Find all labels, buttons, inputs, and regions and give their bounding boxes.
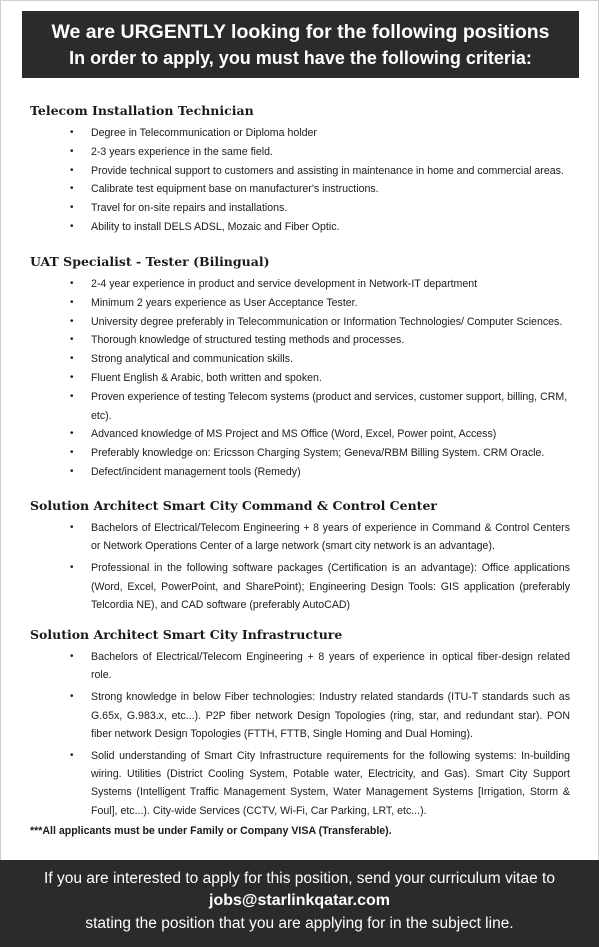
visa-note: ***All applicants must be under Family or Company VISA (Transferable).: [30, 825, 392, 837]
list-item: • University degree preferably in Telecommunication or Information Technologies/ Computer Sciences.: [30, 313, 570, 332]
list-item: • Provide technical support to customers and assisting in maintenance in home and commercial areas.: [30, 162, 570, 181]
bullet-icon: •: [70, 220, 74, 232]
list-item: • Travel for on-site repairs and installations.: [30, 199, 570, 218]
list-item: • Advanced knowledge of MS Project and MS Office (Word, Excel, Power point, Access): [30, 425, 570, 444]
bullet-icon: •: [70, 390, 74, 402]
bullet-icon: •: [70, 127, 74, 138]
apply-instruction: If you are interested to apply for this position, send your curriculum vitae to: [44, 870, 555, 887]
footer-banner: [0, 860, 599, 947]
list-item: • Professional in the following software packages (Certification is an advantage): Office applications (Word, Excel, PowerPoint, and SharePoint); Engineering Design Tools: GIS application (preferably Telcordia NE), and CAD software (preferably AutoCAD): [30, 559, 570, 614]
bullet-icon: •: [70, 334, 74, 346]
section-title: Solution Architect Smart City Infrastructure: [30, 627, 343, 642]
bullet-icon: •: [70, 522, 74, 533]
section-solution-architect-infrastructure: [30, 626, 570, 820]
header-banner: [22, 11, 579, 78]
bullet-icon: •: [70, 278, 74, 289]
list-item: • Calibrate test equipment base on manufacturer's instructions.: [30, 180, 570, 199]
list-item: • 2-3 years experience in the same field.: [30, 143, 570, 162]
list-item: • Fluent English & Arabic, both written and spoken.: [30, 369, 570, 388]
requirements-list: [30, 519, 570, 614]
list-item: • 2-4 year experience in product and service development in Network-IT department: [30, 275, 570, 294]
bullet-icon: •: [70, 315, 74, 327]
bullet-icon: •: [70, 183, 74, 195]
bullet-icon: •: [70, 447, 74, 459]
email-link[interactable]: jobs@starlinkqatar.com: [209, 892, 390, 909]
list-item: • Preferably knowledge on: Ericsson Charging System; Geneva/RBM Billing System. CRM Oracle.: [30, 444, 570, 463]
list-item: • Strong knowledge in below Fiber technologies: Industry related standards (ITU-T standards such as G.65x, G.983.x, etc...). P2P fiber network Design Topologies (ring, star, and redundant star). PON fiber network Design Topologies (FTTH, FTTB, Single Homing and Dual Homing).: [30, 688, 570, 743]
section-solution-architect-command-control: [30, 497, 570, 614]
bullet-icon: •: [70, 164, 74, 176]
list-item: • Proven experience of testing Telecom systems (product and services, customer support, billing, CRM, etc).: [30, 388, 570, 426]
bullet-icon: •: [70, 750, 74, 762]
bullet-icon: •: [70, 691, 74, 703]
requirements-list: [30, 648, 570, 820]
subject-line-instruction: stating the position that you are applying for in the subject line.: [85, 915, 514, 932]
list-item: • Bachelors of Electrical/Telecom Engineering + 8 years of experience in optical fiber-design related role.: [30, 648, 570, 684]
banner-subheadline: In order to apply, you must have the following criteria:: [69, 48, 532, 68]
bullet-icon: •: [70, 202, 74, 214]
bullet-icon: •: [70, 428, 74, 440]
section-title: Solution Architect Smart City Command & Control Center: [30, 498, 437, 513]
banner-headline: We are URGENTLY looking for the following positions: [51, 21, 550, 43]
list-item: • Solid understanding of Smart City Infrastructure requirements for the following systems: In-building wiring. Utilities (District Cooling System, Potable water, Electricity, and Gas). Smart City Support Systems (Intelligent Traffic Management System, Water Management Systems [Irrigation, Storm & Foul], etc...). City-wide Services (CCTV, Wi-Fi, Car Parking, LRT, etc...).: [30, 747, 570, 820]
list-item: • Minimum 2 years experience as User Acceptance Tester.: [30, 294, 570, 313]
list-item: • Bachelors of Electrical/Telecom Engineering + 8 years of experience in Command & Control Centers or Network Operations Center of a large network (smart city network is an advantage).: [30, 519, 570, 555]
bullet-icon: •: [70, 562, 74, 574]
bullet-icon: •: [70, 296, 74, 308]
section-title: Telecom Installation Technician: [30, 103, 254, 118]
bullet-icon: •: [70, 465, 74, 477]
requirements-list: [30, 275, 570, 482]
list-item: • Degree in Telecommunication or Diploma holder: [30, 124, 570, 143]
bullet-icon: •: [70, 145, 74, 157]
section-telecom-installation-technician: [30, 102, 570, 237]
section-title: UAT Specialist - Tester (Bilingual): [30, 254, 270, 269]
section-uat-specialist: [30, 253, 570, 482]
list-item: • Strong analytical and communication skills.: [30, 350, 570, 369]
list-item: • Defect/incident management tools (Remedy): [30, 463, 570, 482]
bullet-icon: •: [70, 651, 74, 662]
bullet-icon: •: [70, 371, 74, 383]
list-item: • Thorough knowledge of structured testing methods and processes.: [30, 331, 570, 350]
bullet-icon: •: [70, 353, 74, 365]
requirements-list: [30, 124, 570, 237]
list-item: • Ability to install DELS ADSL, Mozaic and Fiber Optic.: [30, 218, 570, 237]
